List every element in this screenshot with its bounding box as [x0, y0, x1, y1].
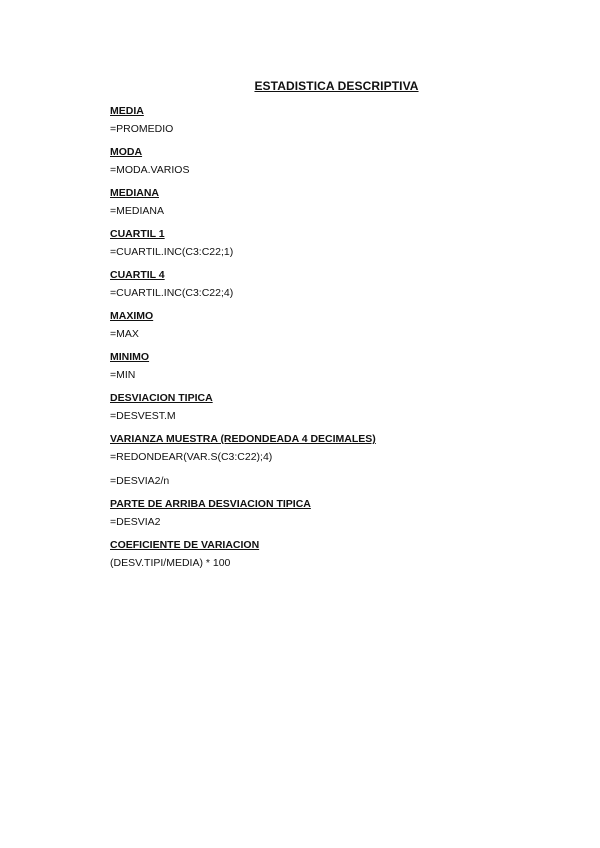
- section-formula: =REDONDEAR(VAR.S(C3:C22);4): [110, 451, 273, 463]
- section-desviacion-tipica: [110, 392, 550, 423]
- section-heading: PARTE DE ARRIBA DESVIACION TIPICA: [110, 498, 311, 510]
- section-formula: =DESVIA2/n: [110, 475, 170, 487]
- section-heading: VARIANZA MUESTRA (REDONDEADA 4 DECIMALES): [110, 433, 376, 445]
- section-formula: =CUARTIL.INC(C3:C22;1): [110, 246, 234, 258]
- section-formula: =DESVIA2: [110, 516, 161, 528]
- section-heading: MEDIA: [110, 105, 144, 117]
- section-moda: [110, 146, 550, 177]
- section-formula: =CUARTIL.INC(C3:C22;4): [110, 287, 234, 299]
- section-heading: DESVIACION TIPICA: [110, 392, 213, 404]
- section-mediana: [110, 187, 550, 218]
- section-formula: =MEDIANA: [110, 205, 164, 217]
- section-cuartil-4: [110, 269, 550, 300]
- section-formula: =MODA.VARIOS: [110, 164, 190, 176]
- section-heading: MAXIMO: [110, 310, 154, 322]
- section-minimo: [110, 351, 550, 382]
- section-heading: MEDIANA: [110, 187, 159, 199]
- section-heading: CUARTIL 1: [110, 228, 165, 240]
- section-heading: MINIMO: [110, 351, 150, 363]
- section-varianza-muestra: [110, 433, 550, 488]
- section-cuartil-1: [110, 228, 550, 259]
- section-parte-arriba-desviacion: [110, 498, 550, 529]
- section-formula: =MIN: [110, 369, 136, 381]
- section-maximo: [110, 310, 550, 341]
- section-formula: =MAX: [110, 328, 139, 340]
- section-formula: =PROMEDIO: [110, 123, 174, 135]
- section-heading: COEFICIENTE DE VARIACION: [110, 539, 260, 551]
- section-heading: CUARTIL 4: [110, 269, 165, 281]
- section-coeficiente-variacion: [110, 539, 550, 570]
- section-heading: MODA: [110, 146, 143, 158]
- section-formula: (DESV.TIPI/MEDIA) * 100: [110, 557, 231, 569]
- section-media: [110, 105, 550, 136]
- section-formula: =DESVEST.M: [110, 410, 176, 422]
- document-body: [110, 105, 550, 580]
- document-title: ESTADISTICA DESCRIPTIVA: [254, 79, 419, 93]
